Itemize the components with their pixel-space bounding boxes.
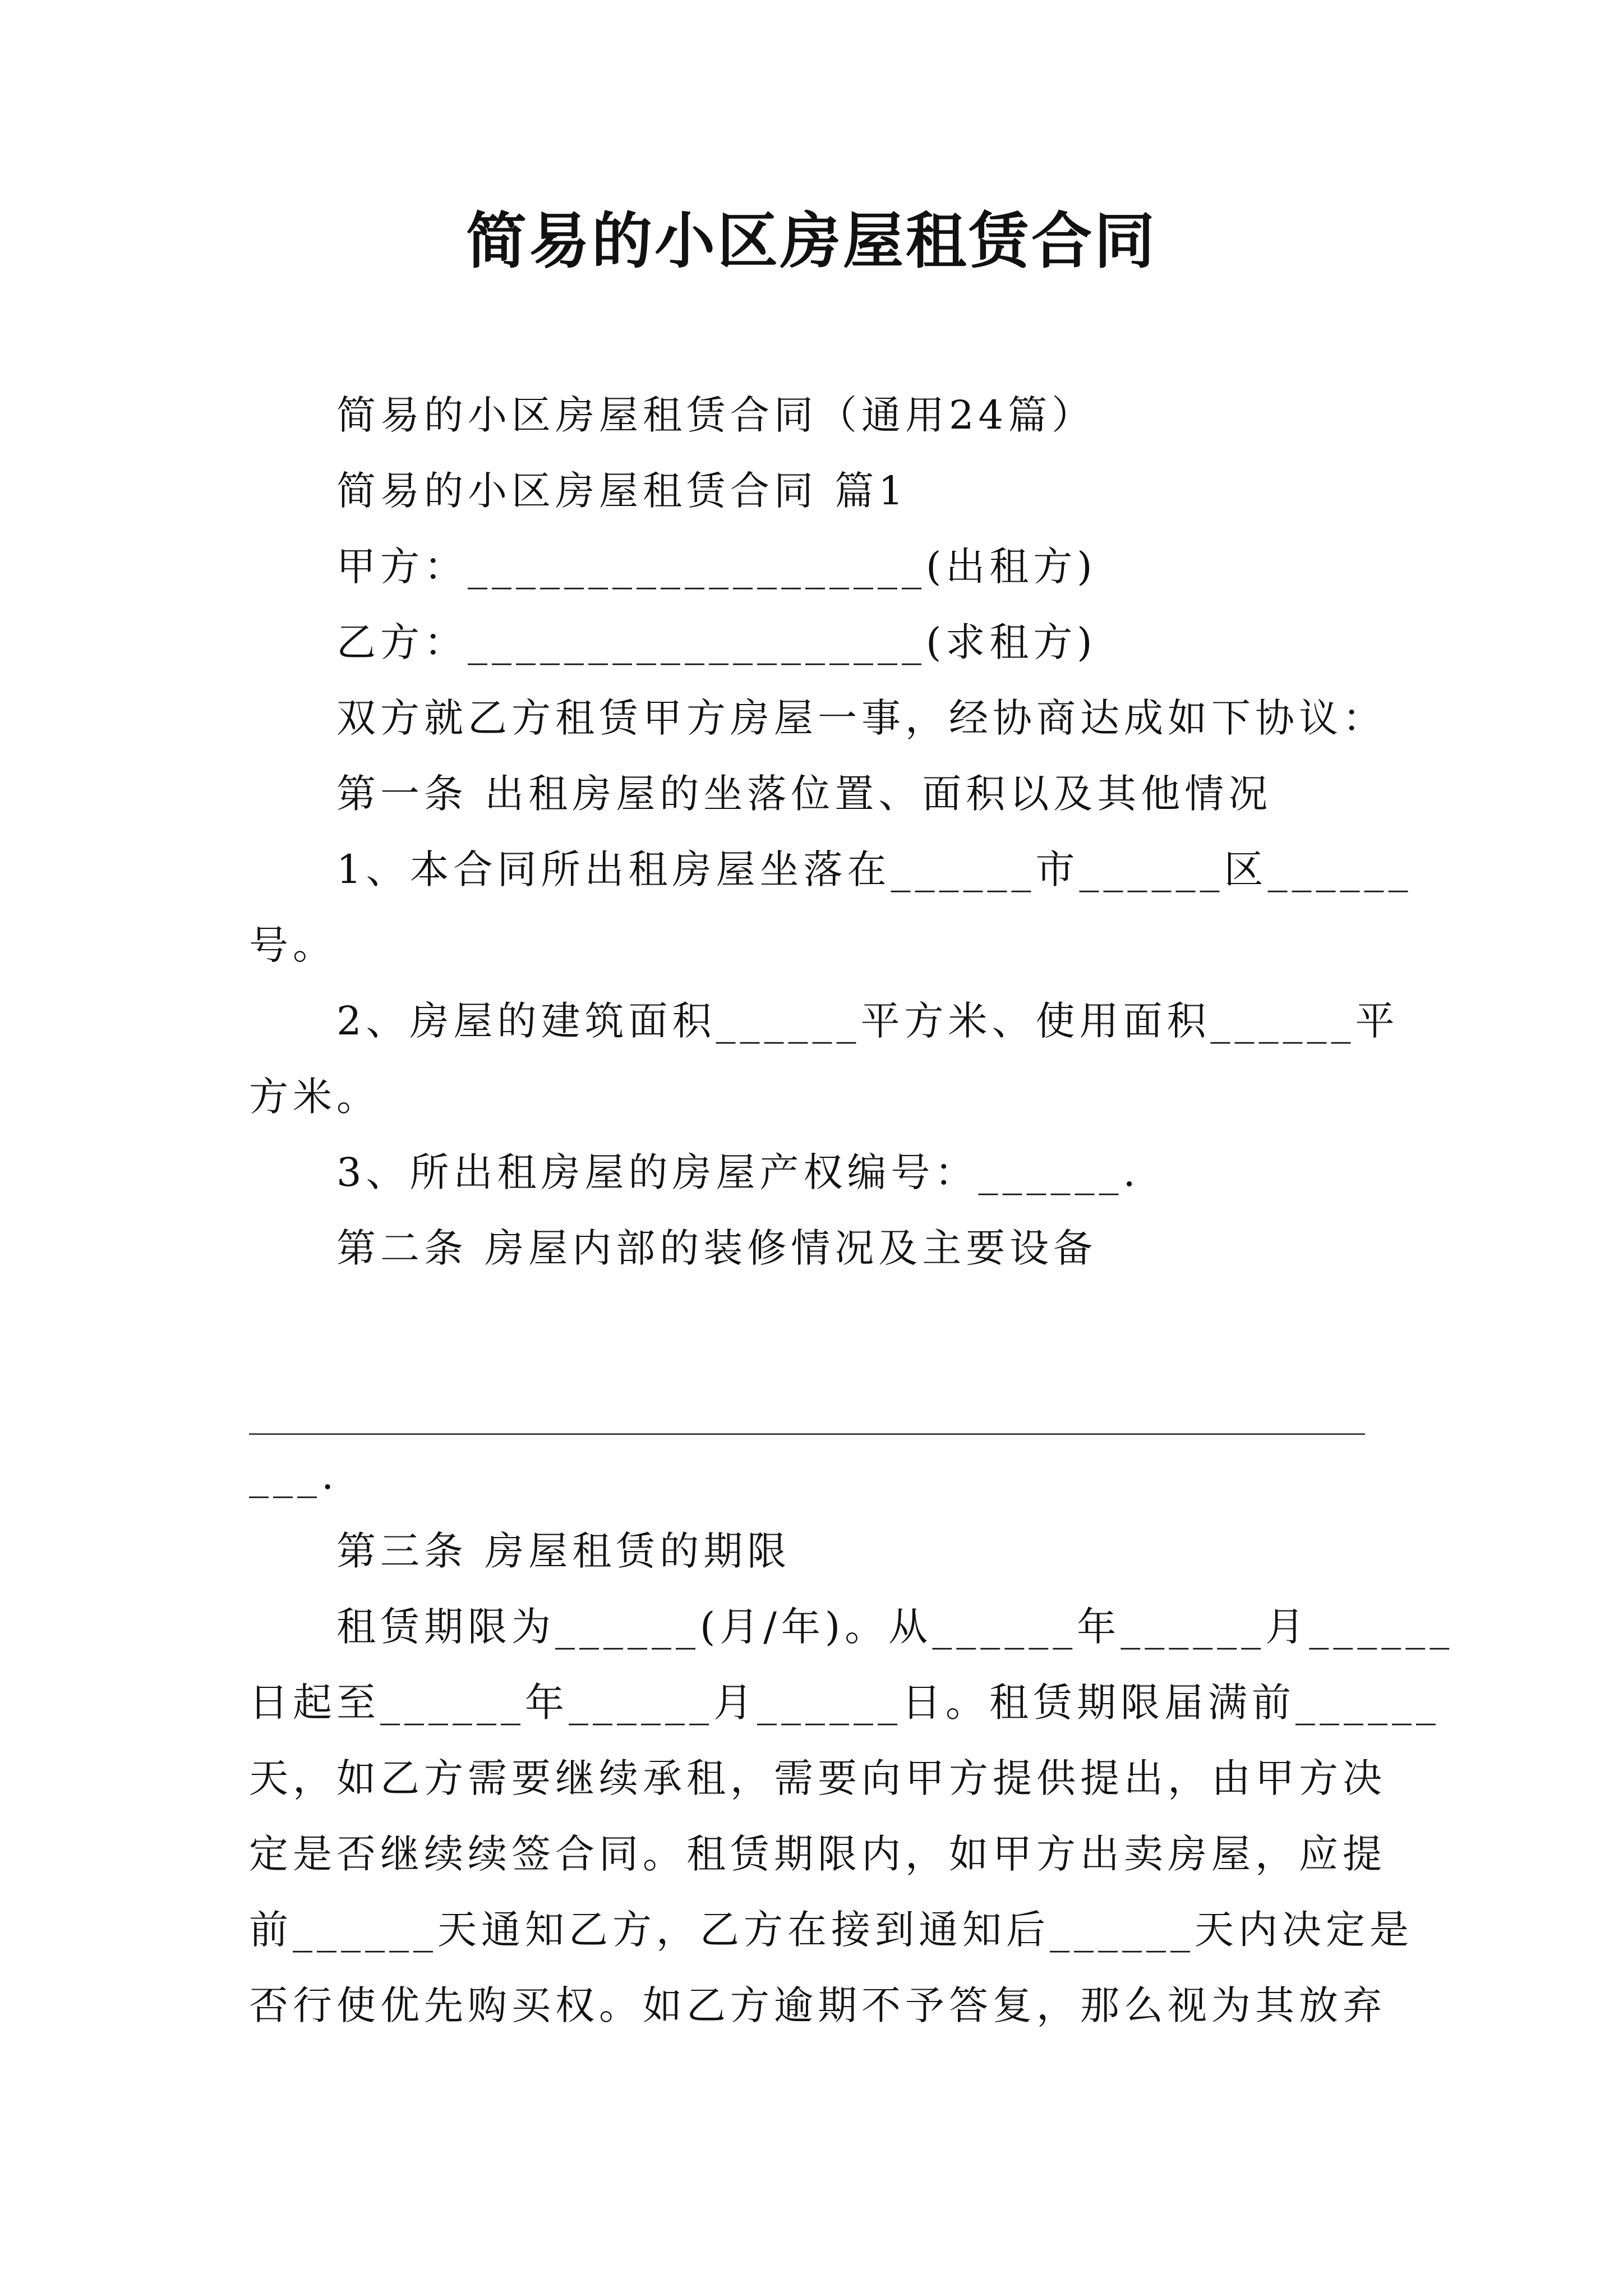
article-1-item-1-cont: 号。: [249, 922, 336, 968]
article-2-heading: 第二条 房屋内部的装修情况及主要设备: [336, 1225, 1098, 1271]
article-3-para-line-1: 租赁期限为______(月/年)。从______年______月______: [336, 1604, 1454, 1650]
article-1-item-2: 2、房屋的建筑面积______平方米、使用面积______平: [336, 998, 1399, 1044]
article-1-heading: 第一条 出租房屋的坐落位置、面积以及其他情况: [336, 771, 1272, 817]
article-3-para-line-6: 否行使优先购买权。如乙方逾期不予答复，那么视为其放弃: [249, 1982, 1386, 2028]
article-3-heading: 第三条 房屋租赁的期限: [336, 1528, 791, 1574]
subtitle-line: 简易的小区房屋租赁合同（通用24篇）: [336, 392, 1096, 438]
party-b-line: 乙方：___________________(求租方): [336, 619, 1097, 665]
article-1-item-2-cont: 方米。: [249, 1074, 380, 1120]
agreement-intro: 双方就乙方租赁甲方房屋一事，经协商达成如下协议：: [336, 695, 1386, 741]
article-3-para-line-4: 定是否继续续签合同。租赁期限内，如甲方出卖房屋，应提: [249, 1831, 1386, 1877]
article-3-para-line-3: 天，如乙方需要继续承租，需要向甲方提供提出，由甲方决: [249, 1755, 1386, 1801]
article-3-para-line-2: 日起至______年______月______日。租赁期限届满前______: [249, 1680, 1440, 1726]
party-a-line: 甲方：___________________(出租方): [336, 544, 1097, 590]
article-1-item-1: 1、本合同所出租房屋坐落在______市______区______: [336, 846, 1413, 892]
fill-in-rule-end: ___.: [249, 1452, 339, 1498]
fill-in-rule: [249, 1433, 1365, 1435]
article-3-para-line-5: 前______天通知乙方，乙方在接到通知后______天内决定是: [249, 1907, 1413, 1953]
section-heading: 简易的小区房屋租赁合同 篇1: [336, 468, 908, 514]
document-title: 简易的小区房屋租赁合同: [465, 206, 1157, 277]
article-1-item-3: 3、所出租房屋的房屋产权编号：______.: [336, 1149, 1140, 1195]
